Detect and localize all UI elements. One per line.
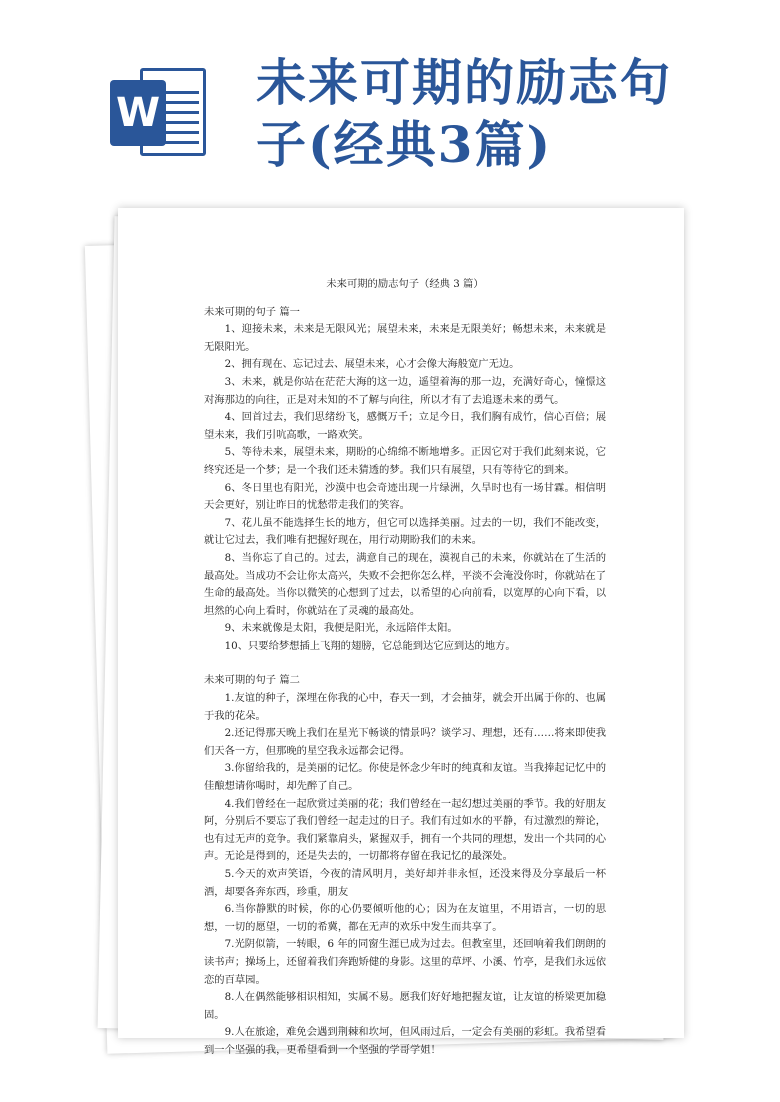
banner-title	[256, 52, 696, 176]
paragraph: 3、未来，就是你站在茫茫大海的这一边，遥望着海的那一边，充满好奇心，憧憬这对海那边的向往，正是对未知的不了解与向往，所以才有了去追逐未来的勇气。	[204, 375, 606, 406]
paragraph: 8.人在偶然能够相识相知，实属不易。愿我们好好地把握友谊，让友谊的桥梁更加稳固。	[204, 991, 606, 1021]
paragraph: 7.光阴似箭，一转眼，6 年的同窗生涯已成为过去。但教室里，还回响着我们朗朗的读书声；操场上，还留着我们奔跑矫健的身影。这里的草坪、小溪、竹亭，是我们永远依恋的百草园。	[204, 938, 606, 986]
paragraph: 1.友谊的种子，深埋在你我的心中，春天一到，才会抽芽，就会开出属于你的、也属于我的花朵。	[204, 692, 606, 722]
paragraph: 8、当你忘了自己的。过去，满意自己的现在，漠视自己的未来，你就站在了生活的最高处。当成功不会让你太高兴，失败不会把你怎么样，平淡不会淹没你时，你就站在了生命的最高处。当你以微笑的心想到了过去，以希望的心向前看，以宽厚的心向下看，以坦然的心向上看时，你就站在了灵魂的最高处。	[204, 551, 606, 617]
paragraph: 2.还记得那天晚上我们在星光下畅谈的情景吗？谈学习、理想，还有……将来即使我们天各一方，但那晚的星空我永远都会记得。	[204, 727, 606, 757]
section-heading: 未来可期的句子 篇一	[204, 305, 300, 318]
document-page	[118, 208, 684, 1056]
paragraph: 1、迎接未来，未来是无限风光；展望未来，未来是无限美好；畅想未来，未来就是无限阳光。	[204, 323, 606, 353]
banner-title-line-2: 子(经典3篇)	[256, 115, 553, 174]
paragraph: 6.当你静默的时候，你的心仍要倾听他的心；因为在友谊里，不用语言，一切的思想，一切的愿望，一切的希冀，都在无声的欢乐中发生而共享了。	[204, 903, 606, 933]
section-heading: 未来可期的句子 篇二	[204, 674, 300, 687]
document-title: 未来可期的励志句子（经典 3 篇）	[326, 278, 484, 290]
paragraph: 5、等待未来，展望未来，期盼的心绵绵不断地增多。正因它对于我们此刻来说，它终究还是一个梦；是一个我们还未猜透的梦。我们只有展望，只有等待它的到来。	[204, 446, 606, 476]
paragraph: 4.我们曾经在一起欣赏过美丽的花；我们曾经在一起幻想过美丽的季节。我的好朋友阿，分别后不要忘了我们曾经一起走过的日子。我们有过如水的平静，有过激烈的辩论，也有过无声的竞争。我们紧靠肩头，紧握双手，拥有一个共同的理想，发出一个共同的心声。无论是得到的，还是失去的，一切都将存留在我记忆的最深处。	[204, 797, 606, 863]
section-1	[204, 304, 606, 656]
word-badge: W	[110, 80, 166, 146]
paragraph: 3.你留给我的，是美丽的记忆。你使是怀念少年时的纯真和友谊。当我捧起记忆中的佳酿想请你喝时，却先醉了自己。	[204, 762, 606, 793]
paragraph: 6、冬日里也有阳光，沙漠中也会奇迹出现一片绿洲，久旱时也有一场甘霖。相信明天会更好，别让昨日的忧愁带走我们的笑容。	[204, 481, 606, 512]
word-document-icon	[110, 68, 210, 158]
section-2	[204, 672, 606, 1059]
paragraph: 5.今天的欢声笑语，今夜的清风明月，美好却并非永恒，还没来得及分享最后一杯酒，却要各奔东西，珍重，朋友	[204, 868, 606, 898]
paragraph: 9、未来就像是太阳，我便是阳光，永远陪伴太阳。	[224, 622, 458, 635]
paragraph: 7、花儿虽不能选择生长的地方，但它可以选择美丽。过去的一切，我们不能改变，就让它过去，我们唯有把握好现在，用行动期盼我们的未来。	[204, 516, 606, 547]
paragraph: 2、拥有现在、忘记过去、展望未来，心才会像大海般宽广无边。	[224, 358, 520, 371]
paragraph: 10、只要给梦想插上飞翔的翅膀，它总能到达它应到达的地方。	[224, 639, 516, 652]
banner-title-line-1: 未来可期的励志句	[256, 53, 672, 112]
paragraph: 9.人在旅途，难免会遇到荆棘和坎坷，但风雨过后，一定会有美丽的彩虹。我希望看到一个坚强的我，更希望看到一个坚强的学哥学姐！	[204, 1026, 606, 1056]
paragraph: 4、回首过去，我们思绪纷飞，感慨万千；立足今日，我们胸有成竹，信心百倍；展望未来，我们引吭高歌，一路欢笑。	[204, 411, 606, 441]
